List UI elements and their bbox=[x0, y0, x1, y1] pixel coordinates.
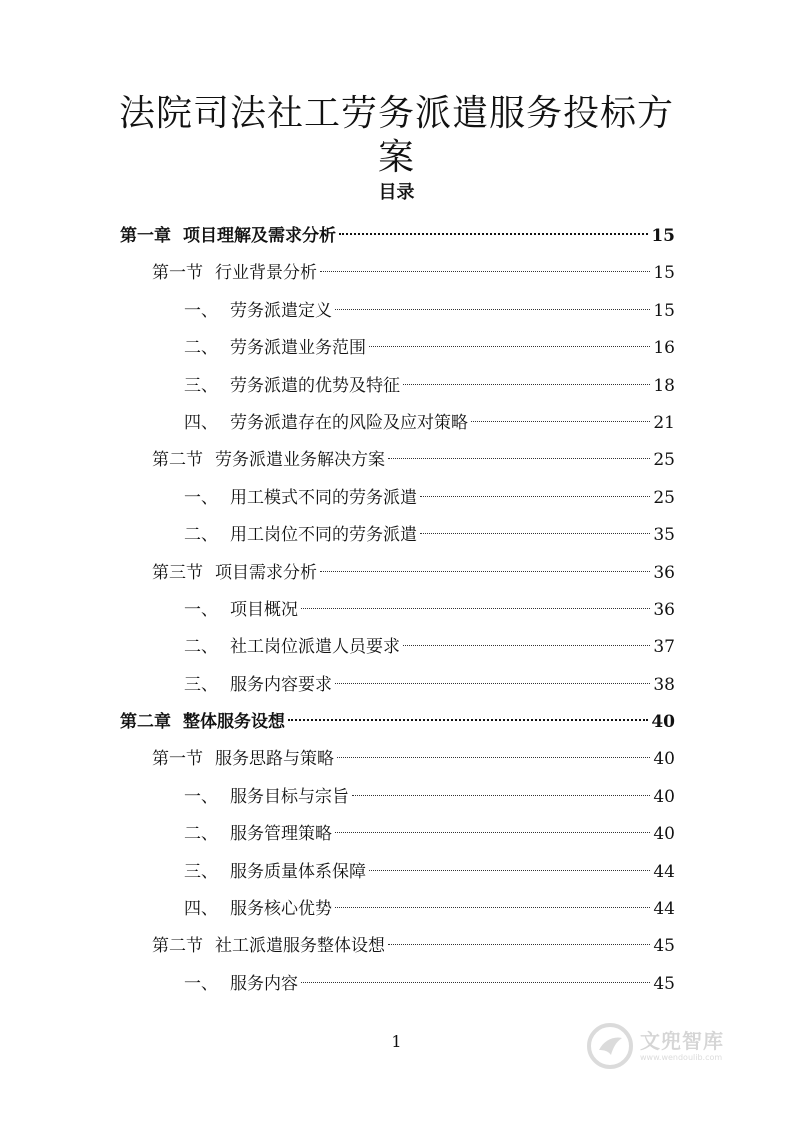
toc-entry-title: 服务核心优势 bbox=[230, 899, 332, 920]
toc-subsection-entry[interactable] bbox=[120, 521, 675, 558]
toc-entry-number: 三、 bbox=[184, 674, 218, 695]
toc-entry-number: 二、 bbox=[184, 824, 218, 845]
toc-subsection-entry[interactable] bbox=[120, 671, 675, 708]
toc-subsection-entry[interactable] bbox=[120, 596, 675, 633]
toc-entry-page: 45 bbox=[653, 973, 675, 994]
toc-entry-number: 二、 bbox=[184, 637, 218, 658]
toc-chapter-entry[interactable] bbox=[120, 708, 675, 745]
toc-entry-page: 25 bbox=[653, 487, 675, 508]
toc-entry-page: 45 bbox=[653, 936, 675, 957]
toc-entry-number: 一、 bbox=[184, 300, 218, 321]
toc-dot-leader bbox=[339, 233, 648, 235]
toc-entry-page: 38 bbox=[653, 674, 675, 695]
toc-entry-page: 44 bbox=[653, 899, 675, 920]
toc-entry-page: 40 bbox=[653, 824, 675, 845]
toc-dot-leader bbox=[388, 944, 650, 945]
toc-entry-page: 40 bbox=[651, 712, 675, 733]
toc-subsection-entry[interactable] bbox=[120, 783, 675, 820]
toc-entry-title: 项目概况 bbox=[230, 599, 298, 620]
toc-section-entry[interactable] bbox=[120, 446, 675, 483]
toc-entry-page: 25 bbox=[653, 450, 675, 471]
toc-dot-leader bbox=[369, 870, 650, 871]
toc-entry-title: 行业背景分析 bbox=[215, 263, 317, 284]
toc-dot-leader bbox=[335, 907, 650, 908]
page-number: 1 bbox=[391, 1032, 402, 1051]
toc-entry-page: 16 bbox=[653, 338, 675, 359]
toc-entry-page: 36 bbox=[653, 562, 675, 583]
bird-logo-icon bbox=[586, 1022, 634, 1070]
toc-entry-number: 三、 bbox=[184, 375, 218, 396]
toc-section-entry[interactable] bbox=[120, 745, 675, 782]
toc-dot-leader bbox=[403, 645, 650, 646]
toc-entry-title: 用工模式不同的劳务派遣 bbox=[230, 487, 417, 508]
toc-section-entry[interactable] bbox=[120, 932, 675, 969]
toc-dot-leader bbox=[471, 421, 650, 422]
toc-entry-title: 项目理解及需求分析 bbox=[183, 226, 336, 246]
toc-entry-number: 第一节 bbox=[152, 749, 203, 770]
toc-entry-number: 二、 bbox=[184, 338, 218, 359]
toc-entry-title: 服务质量体系保障 bbox=[230, 861, 366, 882]
toc-entry-title: 劳务派遣定义 bbox=[230, 300, 332, 321]
toc-dot-leader bbox=[301, 608, 650, 609]
toc-entry-title: 劳务派遣存在的风险及应对策略 bbox=[230, 412, 468, 433]
toc-dot-leader bbox=[335, 683, 650, 684]
toc-entry-title: 服务内容要求 bbox=[230, 674, 332, 695]
toc-entry-page: 40 bbox=[653, 786, 675, 807]
toc-entry-number: 第三节 bbox=[152, 562, 203, 583]
toc-subsection-entry[interactable] bbox=[120, 820, 675, 857]
toc-heading: 目录 bbox=[378, 182, 415, 203]
toc-subsection-entry[interactable] bbox=[120, 858, 675, 895]
toc-entry-page: 15 bbox=[651, 226, 675, 246]
toc-entry-page: 37 bbox=[653, 637, 675, 658]
toc-entry-page: 18 bbox=[653, 375, 675, 396]
toc-entry-title: 服务管理策略 bbox=[230, 824, 332, 845]
table-of-contents bbox=[120, 222, 675, 1007]
toc-subsection-entry[interactable] bbox=[120, 484, 675, 521]
toc-chapter-entry[interactable] bbox=[120, 222, 675, 259]
toc-dot-leader bbox=[301, 982, 650, 983]
toc-entry-number: 一、 bbox=[184, 487, 218, 508]
toc-entry-page: 21 bbox=[653, 412, 675, 433]
toc-entry-page: 40 bbox=[653, 749, 675, 770]
toc-entry-page: 15 bbox=[653, 300, 675, 321]
toc-entry-page: 44 bbox=[653, 861, 675, 882]
toc-dot-leader bbox=[420, 533, 650, 534]
toc-section-entry[interactable] bbox=[120, 259, 675, 296]
watermark bbox=[586, 1018, 761, 1074]
toc-dot-leader bbox=[320, 571, 650, 572]
toc-entry-title: 社工派遣服务整体设想 bbox=[215, 936, 385, 957]
toc-dot-leader bbox=[369, 346, 650, 347]
toc-entry-title: 劳务派遣业务解决方案 bbox=[215, 450, 385, 471]
toc-dot-leader bbox=[420, 496, 650, 497]
toc-entry-title: 用工岗位不同的劳务派遣 bbox=[230, 525, 417, 546]
toc-entry-title: 社工岗位派遣人员要求 bbox=[230, 637, 400, 658]
toc-entry-number: 第二节 bbox=[152, 450, 203, 471]
toc-subsection-entry[interactable] bbox=[120, 297, 675, 334]
document-title bbox=[0, 92, 793, 180]
toc-dot-leader bbox=[335, 832, 650, 833]
toc-dot-leader bbox=[403, 384, 650, 385]
toc-entry-page: 36 bbox=[653, 599, 675, 620]
toc-entry-number: 第二节 bbox=[152, 936, 203, 957]
watermark-name: 文兜智库 bbox=[640, 1029, 724, 1053]
toc-entry-title: 劳务派遣业务范围 bbox=[230, 338, 366, 359]
toc-entry-title: 服务目标与宗旨 bbox=[230, 786, 349, 807]
toc-subsection-entry[interactable] bbox=[120, 372, 675, 409]
document-title-line-2: 案 bbox=[377, 137, 415, 178]
toc-entry-title: 项目需求分析 bbox=[215, 562, 317, 583]
toc-entry-number: 二、 bbox=[184, 525, 218, 546]
toc-entry-number: 第二章 bbox=[120, 712, 171, 733]
toc-section-entry[interactable] bbox=[120, 559, 675, 596]
toc-entry-number: 一、 bbox=[184, 599, 218, 620]
toc-entry-title: 整体服务设想 bbox=[183, 712, 285, 733]
toc-entry-number: 四、 bbox=[184, 412, 218, 433]
toc-dot-leader bbox=[337, 757, 650, 758]
toc-dot-leader bbox=[388, 458, 650, 459]
toc-dot-leader bbox=[320, 271, 650, 272]
toc-dot-leader bbox=[352, 795, 650, 796]
toc-entry-number: 第一节 bbox=[152, 263, 203, 284]
toc-entry-number: 一、 bbox=[184, 973, 218, 994]
toc-entry-number: 四、 bbox=[184, 899, 218, 920]
watermark-url: www.wendoulib.com bbox=[640, 1053, 723, 1062]
toc-subsection-entry[interactable] bbox=[120, 334, 675, 371]
toc-subsection-entry[interactable] bbox=[120, 895, 675, 932]
toc-entry-number: 三、 bbox=[184, 861, 218, 882]
toc-subsection-entry[interactable] bbox=[120, 409, 675, 446]
toc-entry-title: 服务思路与策略 bbox=[215, 749, 334, 770]
toc-subsection-entry[interactable] bbox=[120, 633, 675, 670]
toc-entry-number: 一、 bbox=[184, 786, 218, 807]
document-title-line-1: 法院司法社工劳务派遣服务投标方 bbox=[118, 93, 674, 134]
toc-dot-leader bbox=[288, 719, 648, 721]
toc-entry-page: 35 bbox=[653, 525, 675, 546]
toc-subsection-entry[interactable] bbox=[120, 970, 675, 1007]
toc-entry-title: 劳务派遣的优势及特征 bbox=[230, 375, 400, 396]
toc-dot-leader bbox=[335, 309, 650, 310]
toc-entry-number: 第一章 bbox=[120, 226, 171, 246]
toc-entry-title: 服务内容 bbox=[230, 973, 298, 994]
toc-entry-page: 15 bbox=[653, 263, 675, 284]
